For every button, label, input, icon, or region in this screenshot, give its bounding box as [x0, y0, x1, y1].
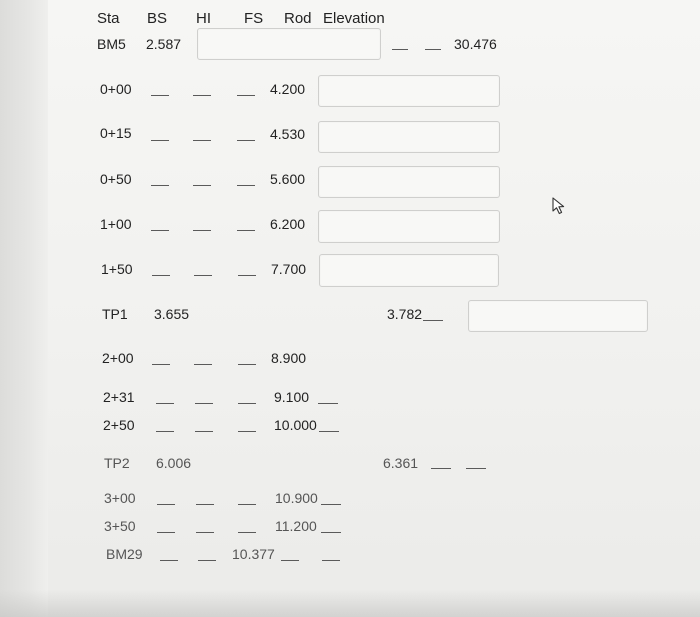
blank-line — [425, 49, 441, 50]
rod-value: 4.530 — [270, 126, 306, 142]
blank-line — [238, 504, 256, 505]
blank-line — [319, 431, 339, 432]
blank-line — [156, 403, 174, 404]
blank-line — [237, 140, 255, 141]
station-label: 1+50 — [101, 261, 133, 277]
blank-line — [321, 532, 341, 533]
station-label: BM5 — [97, 36, 126, 52]
page-left-edge — [0, 0, 48, 617]
blank-line — [238, 403, 256, 404]
blank-line — [238, 275, 256, 276]
blank-line — [156, 431, 174, 432]
blank-line — [196, 532, 214, 533]
blank-line — [193, 185, 211, 186]
blank-line — [238, 364, 256, 365]
station-label: BM29 — [106, 546, 143, 562]
foresight-value: 3.782 — [387, 306, 423, 322]
backsight-value: 3.655 — [154, 306, 190, 322]
header-rod: Rod — [284, 10, 312, 27]
elevation-input-box[interactable] — [319, 254, 499, 287]
blank-line — [194, 364, 212, 365]
blank-line — [160, 560, 178, 561]
rod-value: 6.200 — [270, 216, 306, 232]
blank-line — [237, 230, 255, 231]
bottom-shadow — [0, 590, 700, 617]
foresight-value: 6.361 — [383, 455, 419, 471]
station-label: 2+31 — [103, 389, 135, 405]
station-label: 2+50 — [103, 417, 135, 433]
header-sta: Sta — [97, 10, 120, 27]
station-label: 3+00 — [104, 490, 136, 506]
station-label: 0+00 — [100, 81, 132, 97]
blank-line — [466, 468, 486, 469]
blank-line — [237, 185, 255, 186]
blank-line — [237, 95, 255, 96]
station-label: TP1 — [102, 306, 128, 322]
rod-value: 4.200 — [270, 81, 306, 97]
backsight-value: 2.587 — [146, 36, 182, 52]
elevation-value: 30.476 — [454, 36, 497, 52]
station-label: 0+15 — [100, 125, 132, 141]
backsight-value: 6.006 — [156, 455, 192, 471]
blank-line — [238, 532, 256, 533]
blank-line — [152, 364, 170, 365]
rod-value: 5.600 — [270, 171, 306, 187]
station-label: TP2 — [104, 455, 130, 471]
blank-line — [392, 49, 408, 50]
blank-line — [157, 532, 175, 533]
blank-line — [195, 431, 213, 432]
blank-line — [157, 504, 175, 505]
rod-value: 8.900 — [271, 350, 307, 366]
rod-value: 11.200 — [275, 518, 317, 534]
elevation-input-box[interactable] — [318, 121, 500, 153]
arrow-pointer-icon — [552, 197, 566, 215]
blank-line — [196, 504, 214, 505]
foresight-value: 10.377 — [232, 546, 275, 562]
elevation-input-box[interactable] — [318, 166, 500, 198]
blank-line — [238, 431, 256, 432]
hi-input-box[interactable] — [468, 300, 648, 332]
elevation-input-box[interactable] — [318, 75, 500, 107]
blank-line — [151, 230, 169, 231]
rod-value: 10.000 — [274, 417, 317, 433]
blank-line — [193, 230, 211, 231]
blank-line — [322, 560, 340, 561]
blank-line — [193, 140, 211, 141]
hi-input-box[interactable] — [197, 28, 381, 60]
blank-line — [194, 275, 212, 276]
blank-line — [318, 403, 338, 404]
header-bs: BS — [147, 10, 168, 27]
rod-value: 10.900 — [275, 490, 318, 506]
blank-line — [151, 95, 169, 96]
elevation-input-box[interactable] — [318, 210, 500, 243]
station-label: 2+00 — [102, 350, 134, 366]
blank-line — [198, 560, 216, 561]
blank-line — [195, 403, 213, 404]
blank-line — [431, 468, 451, 469]
header-hi: HI — [196, 10, 211, 27]
blank-line — [321, 504, 341, 505]
blank-line — [151, 140, 169, 141]
rod-value: 9.100 — [274, 389, 310, 405]
rod-value: 7.700 — [271, 261, 307, 277]
blank-line — [193, 95, 211, 96]
blank-line — [423, 320, 443, 321]
station-label: 1+00 — [100, 216, 132, 232]
station-label: 3+50 — [104, 518, 136, 534]
blank-line — [152, 275, 170, 276]
blank-line — [281, 560, 299, 561]
header-elevation: Elevation — [323, 10, 385, 27]
header-fs: FS — [244, 10, 264, 27]
blank-line — [151, 185, 169, 186]
station-label: 0+50 — [100, 171, 132, 187]
